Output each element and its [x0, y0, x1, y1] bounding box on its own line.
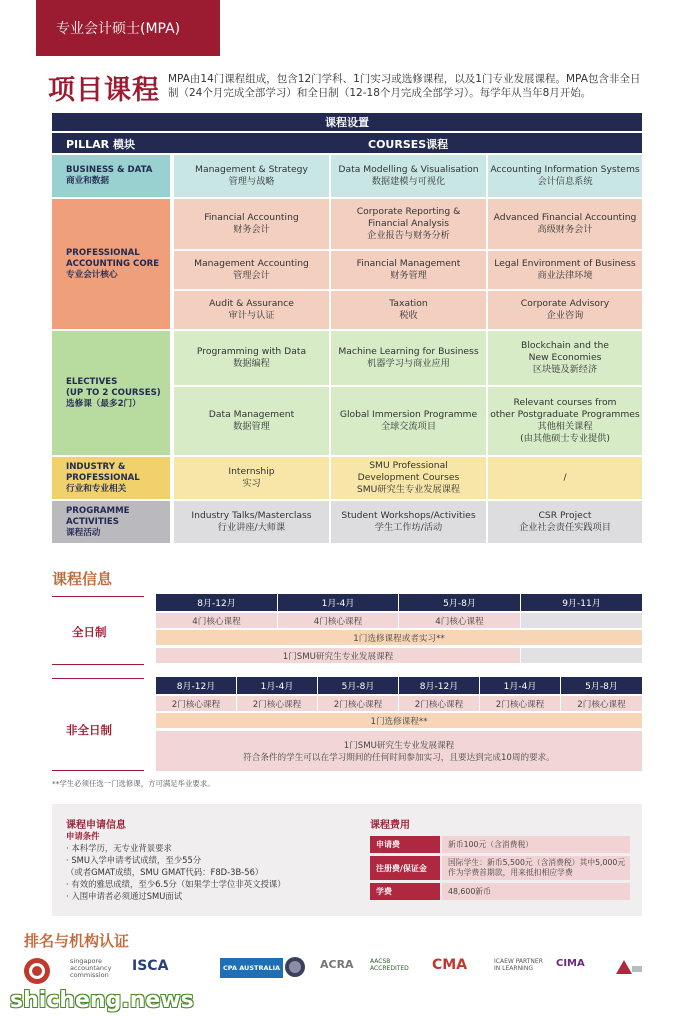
- course-cell: SMU Professional Development Courses SMU研究生专业发展课程: [331, 457, 486, 499]
- acra-logo: ACRA: [320, 958, 354, 971]
- requirement-item: · 有效的雅思成绩，至少6.5分（如果学士学位非英文授课）: [66, 879, 286, 889]
- footnote: **学生必须任选一门选修课，方可满足毕业要求。: [52, 779, 215, 788]
- core-courses-bar: 2门核心课程: [318, 696, 398, 711]
- pillar-header: PILLAR 模块: [66, 138, 135, 151]
- empty-bar: [521, 613, 642, 628]
- requirement-item: （或者GMAT成绩，SMU GMAT代码：F8D-3B-56）: [66, 867, 264, 877]
- fee-value: 48,600新币: [442, 883, 630, 900]
- partner-logo: [614, 958, 644, 976]
- core-courses-bar: 2门核心课程: [480, 696, 560, 711]
- isca-logo: ISCA: [132, 958, 169, 974]
- pillar-business: BUSINESS & DATA 商业和数据: [52, 155, 170, 197]
- pillar-core: PROFESSIONAL ACCOUNTING CORE 专业会计核心: [52, 199, 170, 329]
- course-cell: Audit & Assurance 审计与认证: [174, 291, 329, 329]
- course-cell: Data Modelling & Visualisation 数据建模与可视化: [331, 155, 486, 197]
- divider: [52, 678, 144, 679]
- round-seal-logo: [284, 956, 306, 978]
- core-courses-bar: 4门核心课程: [399, 613, 520, 628]
- core-courses-bar: 2门核心课程: [156, 696, 236, 711]
- watermark-text: shicheng.news: [10, 988, 194, 1013]
- course-cell: Taxation 税收: [331, 291, 486, 329]
- core-courses-bar: 4门核心课程: [278, 613, 398, 628]
- requirements-title: 申请条件: [66, 831, 100, 841]
- period-header: 5月-8月: [561, 677, 642, 694]
- requirement-item: · 本科学历，无专业背景要求: [66, 843, 172, 853]
- accreditation-seal-logo: [22, 956, 52, 986]
- page-title: 项目课程: [48, 75, 160, 106]
- courses-header: COURSES课程: [368, 138, 449, 151]
- course-cell: Data Management 数据管理: [174, 387, 329, 455]
- period-header: 5月-8月: [318, 677, 398, 694]
- fee-value: 新币100元（含消费税）: [442, 836, 630, 853]
- course-cell: Blockchain and the New Economies 区块链及新经济: [488, 331, 642, 385]
- schedule-title: 课程信息: [52, 570, 113, 588]
- fee-label: 申请费: [370, 836, 440, 853]
- cpa-australia-logo: CPA AUSTRALIA: [220, 958, 283, 978]
- core-courses-bar: 2门核心课程: [399, 696, 479, 711]
- core-courses-bar: 2门核心课程: [561, 696, 642, 711]
- pillar-electives: ELECTIVES (UP TO 2 COURSES) 选修课（最多2门）: [52, 331, 170, 455]
- course-cell: Machine Learning for Business 机器学习与商业应用: [331, 331, 486, 385]
- course-cell: Legal Environment of Business 商业法律环境: [488, 251, 642, 289]
- aacsb-logo: AACSB ACCREDITED: [370, 958, 409, 972]
- period-header: 5月-8月: [399, 594, 520, 611]
- divider: [52, 770, 144, 771]
- ranking-title: 排名与机构认证: [24, 932, 130, 950]
- period-header: 9月-11月: [521, 594, 642, 611]
- course-cell: Programming with Data 数据编程: [174, 331, 329, 385]
- fee-label: 注册费/保证金: [370, 856, 440, 880]
- requirement-item: · 入围申请者必须通过SMU面试: [66, 891, 183, 901]
- course-cell: Industry Talks/Masterclass 行业讲座/大师课: [174, 501, 329, 543]
- empty-bar: [521, 648, 642, 663]
- course-cell: CSR Project 企业社会责任实践项目: [488, 501, 642, 543]
- requirement-item: · SMU入学申请考试成绩，至少55分: [66, 855, 202, 865]
- full-time-label: 全日制: [72, 625, 107, 639]
- course-cell: Accounting Information Systems 会计信息系统: [488, 155, 642, 197]
- period-header: 8月-12月: [156, 677, 236, 694]
- course-cell: Financial Accounting 财务会计: [174, 199, 329, 249]
- course-cell: /: [488, 457, 642, 499]
- table-header-row: [52, 133, 642, 153]
- course-cell: Management Accounting 管理会计: [174, 251, 329, 289]
- divider: [52, 596, 144, 597]
- icaew-logo: ICAEW PARTNER IN LEARNING: [494, 958, 543, 972]
- pillar-programme: PROGRAMME ACTIVITIES 课程活动: [52, 501, 170, 543]
- cma-logo: CMA: [432, 957, 468, 973]
- course-cell: Financial Management 财务管理: [331, 251, 486, 289]
- table-title: 课程设置: [52, 113, 642, 131]
- period-header: 1月-4月: [237, 677, 317, 694]
- program-tab: 专业会计硕士(MPA): [36, 0, 220, 56]
- core-courses-bar: 4门核心课程: [156, 613, 277, 628]
- period-header: 8月-12月: [399, 677, 479, 694]
- application-title: 课程申请信息: [66, 820, 126, 831]
- course-cell: Corporate Advisory 企业咨询: [488, 291, 642, 329]
- sac-logo: singapore accountancy commission: [70, 957, 112, 979]
- elective-bar: 1门选修课程或者实习**: [156, 630, 642, 645]
- course-cell: Relevant courses from other Postgraduate Programmes 其他相关课程 (由其他硕士专业提供): [488, 387, 642, 455]
- course-cell: Global Immersion Programme 全球交流项目: [331, 387, 486, 455]
- pd-bar: 1门SMU研究生专业发展课程: [156, 648, 520, 663]
- pillar-industry: INDUSTRY & PROFESSIONAL 行业和专业相关: [52, 457, 170, 499]
- part-time-label: 非全日制: [66, 723, 112, 737]
- pd-bar: 1门SMU研究生专业发展课程 符合条件的学生可以在学习期间的任何时间参加实习，且要达到完成10周的要求。: [156, 731, 642, 771]
- period-header: 1月-4月: [278, 594, 398, 611]
- fee-label: 学费: [370, 883, 440, 900]
- course-cell: Student Workshops/Activities 学生工作坊/活动: [331, 501, 486, 543]
- course-cell: Advanced Financial Accounting 高级财务会计: [488, 199, 642, 249]
- divider: [52, 664, 144, 665]
- period-header: 8月-12月: [156, 594, 277, 611]
- cima-logo: CIMA: [556, 958, 585, 969]
- fee-value: 国际学生：新币5,500元（含消费税）其中5,000元 作为学费首期款，用来抵扣相应学费: [442, 856, 630, 880]
- intro-text: MPA由14门课程组成，包含12门学科、1门实习或选修课程，以及1门专业发展课程。MPA包含非全日制（24个月完成全部学习）和全日制（12-18个月完成全部学习）。每学年从当年8月开始。: [168, 73, 641, 99]
- course-cell: Internship 实习: [174, 457, 329, 499]
- core-courses-bar: 2门核心课程: [237, 696, 317, 711]
- course-cell: Management & Strategy 管理与战略: [174, 155, 329, 197]
- elective-bar: 1门选修课程**: [156, 713, 642, 728]
- period-header: 1月-4月: [480, 677, 560, 694]
- course-cell: Corporate Reporting & Financial Analysis 企业报告与财务分析: [331, 199, 486, 249]
- fees-title: 课程费用: [370, 820, 410, 831]
